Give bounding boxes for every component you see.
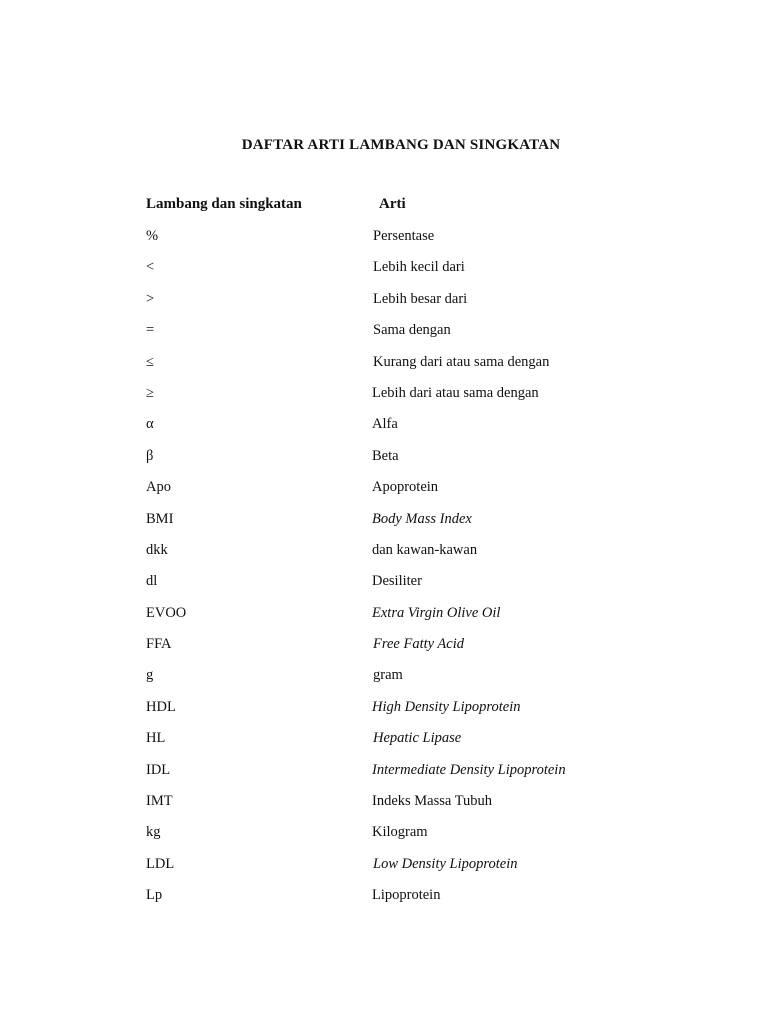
entry-meaning: Sama dengan xyxy=(373,322,451,339)
entry-meaning: Body Mass Index xyxy=(372,510,472,527)
entry-meaning: Lebih kecil dari xyxy=(373,259,465,276)
entry-meaning: Lebih besar dari xyxy=(373,290,468,307)
entry-symbol: ≥ xyxy=(146,384,154,401)
entry-symbol: % xyxy=(146,228,159,244)
entry-symbol: dkk xyxy=(146,541,168,558)
list-item xyxy=(146,383,666,414)
entry-meaning: Persentase xyxy=(373,228,435,244)
list-item xyxy=(146,822,666,853)
entry-symbol: Apo xyxy=(146,479,171,496)
list-item xyxy=(146,320,666,351)
abbreviation-list xyxy=(146,226,666,917)
entry-symbol: > xyxy=(146,290,155,307)
list-item xyxy=(146,414,666,445)
entry-meaning: Intermediate Density Lipoprotein xyxy=(372,761,566,778)
entry-meaning: dan kawan-kawan xyxy=(372,541,478,558)
entry-meaning: Low Density Lipoprotein xyxy=(373,855,518,872)
list-item xyxy=(146,634,666,665)
list-item xyxy=(146,791,666,822)
list-item xyxy=(146,257,666,288)
entry-symbol: α xyxy=(146,416,154,433)
entry-symbol: HL xyxy=(146,730,166,747)
entry-meaning: Lebih dari atau sama dengan xyxy=(372,384,539,401)
list-item xyxy=(146,509,666,540)
list-item xyxy=(146,352,666,383)
header-meaning-column: Arti xyxy=(379,196,406,212)
entry-symbol: < xyxy=(146,259,155,276)
header-symbol-column: Lambang dan singkatan xyxy=(146,196,302,212)
entry-meaning: gram xyxy=(373,667,403,684)
entry-symbol: BMI xyxy=(146,510,174,527)
entry-symbol: LDL xyxy=(146,855,175,872)
list-item xyxy=(146,665,666,696)
list-item xyxy=(146,289,666,320)
entry-meaning: Lipoprotein xyxy=(372,887,441,904)
entry-meaning: Free Fatty Acid xyxy=(373,636,464,653)
entry-meaning: Alfa xyxy=(372,416,398,433)
entry-symbol: β xyxy=(146,447,154,464)
entry-symbol: ≤ xyxy=(146,353,154,370)
list-item xyxy=(146,571,666,602)
entry-meaning: Kurang dari atau sama dengan xyxy=(373,353,550,370)
entry-symbol: Lp xyxy=(146,887,163,904)
list-item xyxy=(146,226,666,257)
entry-meaning: Desiliter xyxy=(372,573,422,590)
list-item xyxy=(146,540,666,571)
list-item xyxy=(146,446,666,477)
entry-symbol: = xyxy=(146,322,155,339)
entry-symbol: dl xyxy=(146,573,158,590)
entry-meaning: High Density Lipoprotein xyxy=(372,698,521,715)
entry-meaning: Kilogram xyxy=(372,824,428,841)
entry-symbol: FFA xyxy=(146,636,172,653)
entry-symbol: g xyxy=(146,667,154,684)
entry-meaning: Apoprotein xyxy=(372,479,439,496)
list-item xyxy=(146,603,666,634)
entry-symbol: IMT xyxy=(146,793,173,810)
entry-meaning: Beta xyxy=(372,447,399,464)
list-item xyxy=(146,728,666,759)
list-item xyxy=(146,477,666,508)
entry-meaning: Hepatic Lipase xyxy=(373,730,462,747)
entry-symbol: EVOO xyxy=(146,604,187,621)
entry-symbol: kg xyxy=(146,824,161,841)
list-item xyxy=(146,885,666,916)
list-item xyxy=(146,854,666,885)
entry-symbol: IDL xyxy=(146,761,171,778)
list-item xyxy=(146,697,666,728)
entry-meaning: Indeks Massa Tubuh xyxy=(372,793,493,810)
entry-meaning: Extra Virgin Olive Oil xyxy=(372,604,501,621)
list-item xyxy=(146,760,666,791)
entry-symbol: HDL xyxy=(146,698,176,715)
page-title: DAFTAR ARTI LAMBANG DAN SINGKATAN xyxy=(241,137,561,153)
